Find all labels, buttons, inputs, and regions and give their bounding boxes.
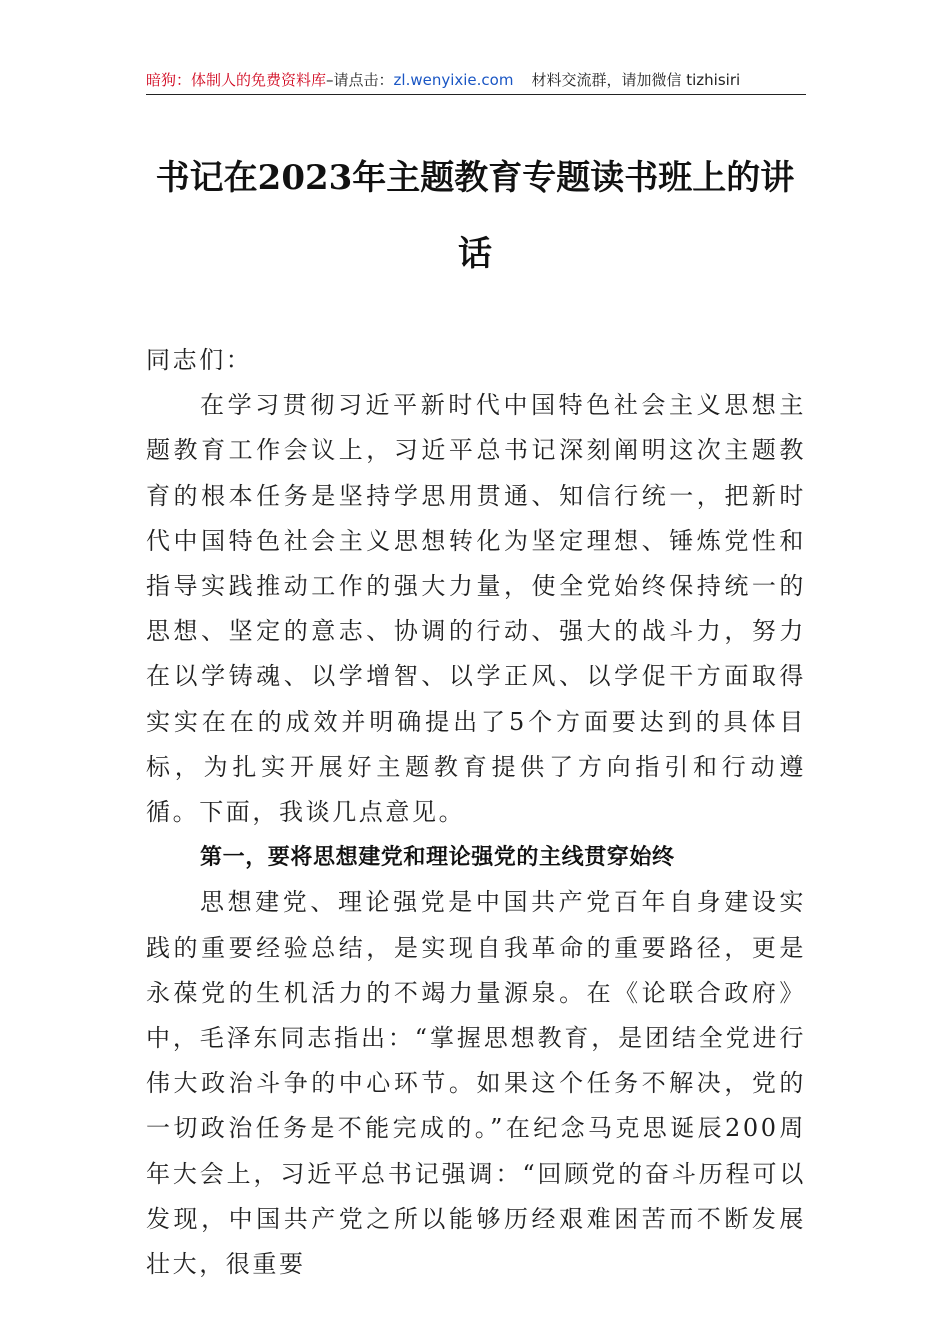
- salutation: 同志们：: [146, 346, 253, 374]
- header-url-link[interactable]: zl.wenyixie.com: [393, 71, 514, 89]
- document-title-line2: 话: [458, 234, 492, 274]
- header-source: 暗狗：体制人的免费资料库: [146, 71, 327, 89]
- intro-paragraph: 在学习贯彻习近平新时代中国特色社会主义思想主题教育工作会议上，习近平总书记深刻阐明这次主题教育的根本任务是坚持学思用贯通、知信行统一，把新时代中国特色社会主义思想转化为坚定理想、锤炼党性和指导实践推动工作的强大力量，使全党始终保持统一的思想、坚定的意志、协调的行动、强大的战斗力，努力在以学铸魂、以学增智、以学正风、以学促干方面取得实实在在的成效并明确提出了5个方面要达到的具体目标，为扎实开展好主题教育提供了方向指引和行动遵循。下面，我谈几点意见。: [146, 391, 806, 827]
- header-click-label: –请点击：: [326, 71, 394, 89]
- section1-heading: 第一，要将思想建党和理论强党的主线贯穿始终: [200, 845, 675, 871]
- header-group-note: 材料交流群，请加微信 tizhisiri: [531, 71, 741, 89]
- document-body: [146, 338, 806, 1287]
- page-header: [146, 66, 806, 95]
- document-title-line1: 书记在2023年主题教育专题读书班上的讲: [155, 158, 795, 198]
- section1-paragraph: 思想建党、理论强党是中国共产党百年自身建设实践的重要经验总结，是实现自我革命的重要路径，更是永葆党的生机活力的不竭力量源泉。在《论联合政府》中，毛泽东同志指出：“掌握思想教育，是团结全党进行伟大政治斗争的中心环节。如果这个任务不解决，党的一切政治任务是不能完成的。”在纪念马克思诞辰200周年大会上，习近平总书记强调：“回顾党的奋斗历程可以发现，中国共产党之所以能够历经艰难困苦而不断发展壮大，很重要: [146, 888, 806, 1279]
